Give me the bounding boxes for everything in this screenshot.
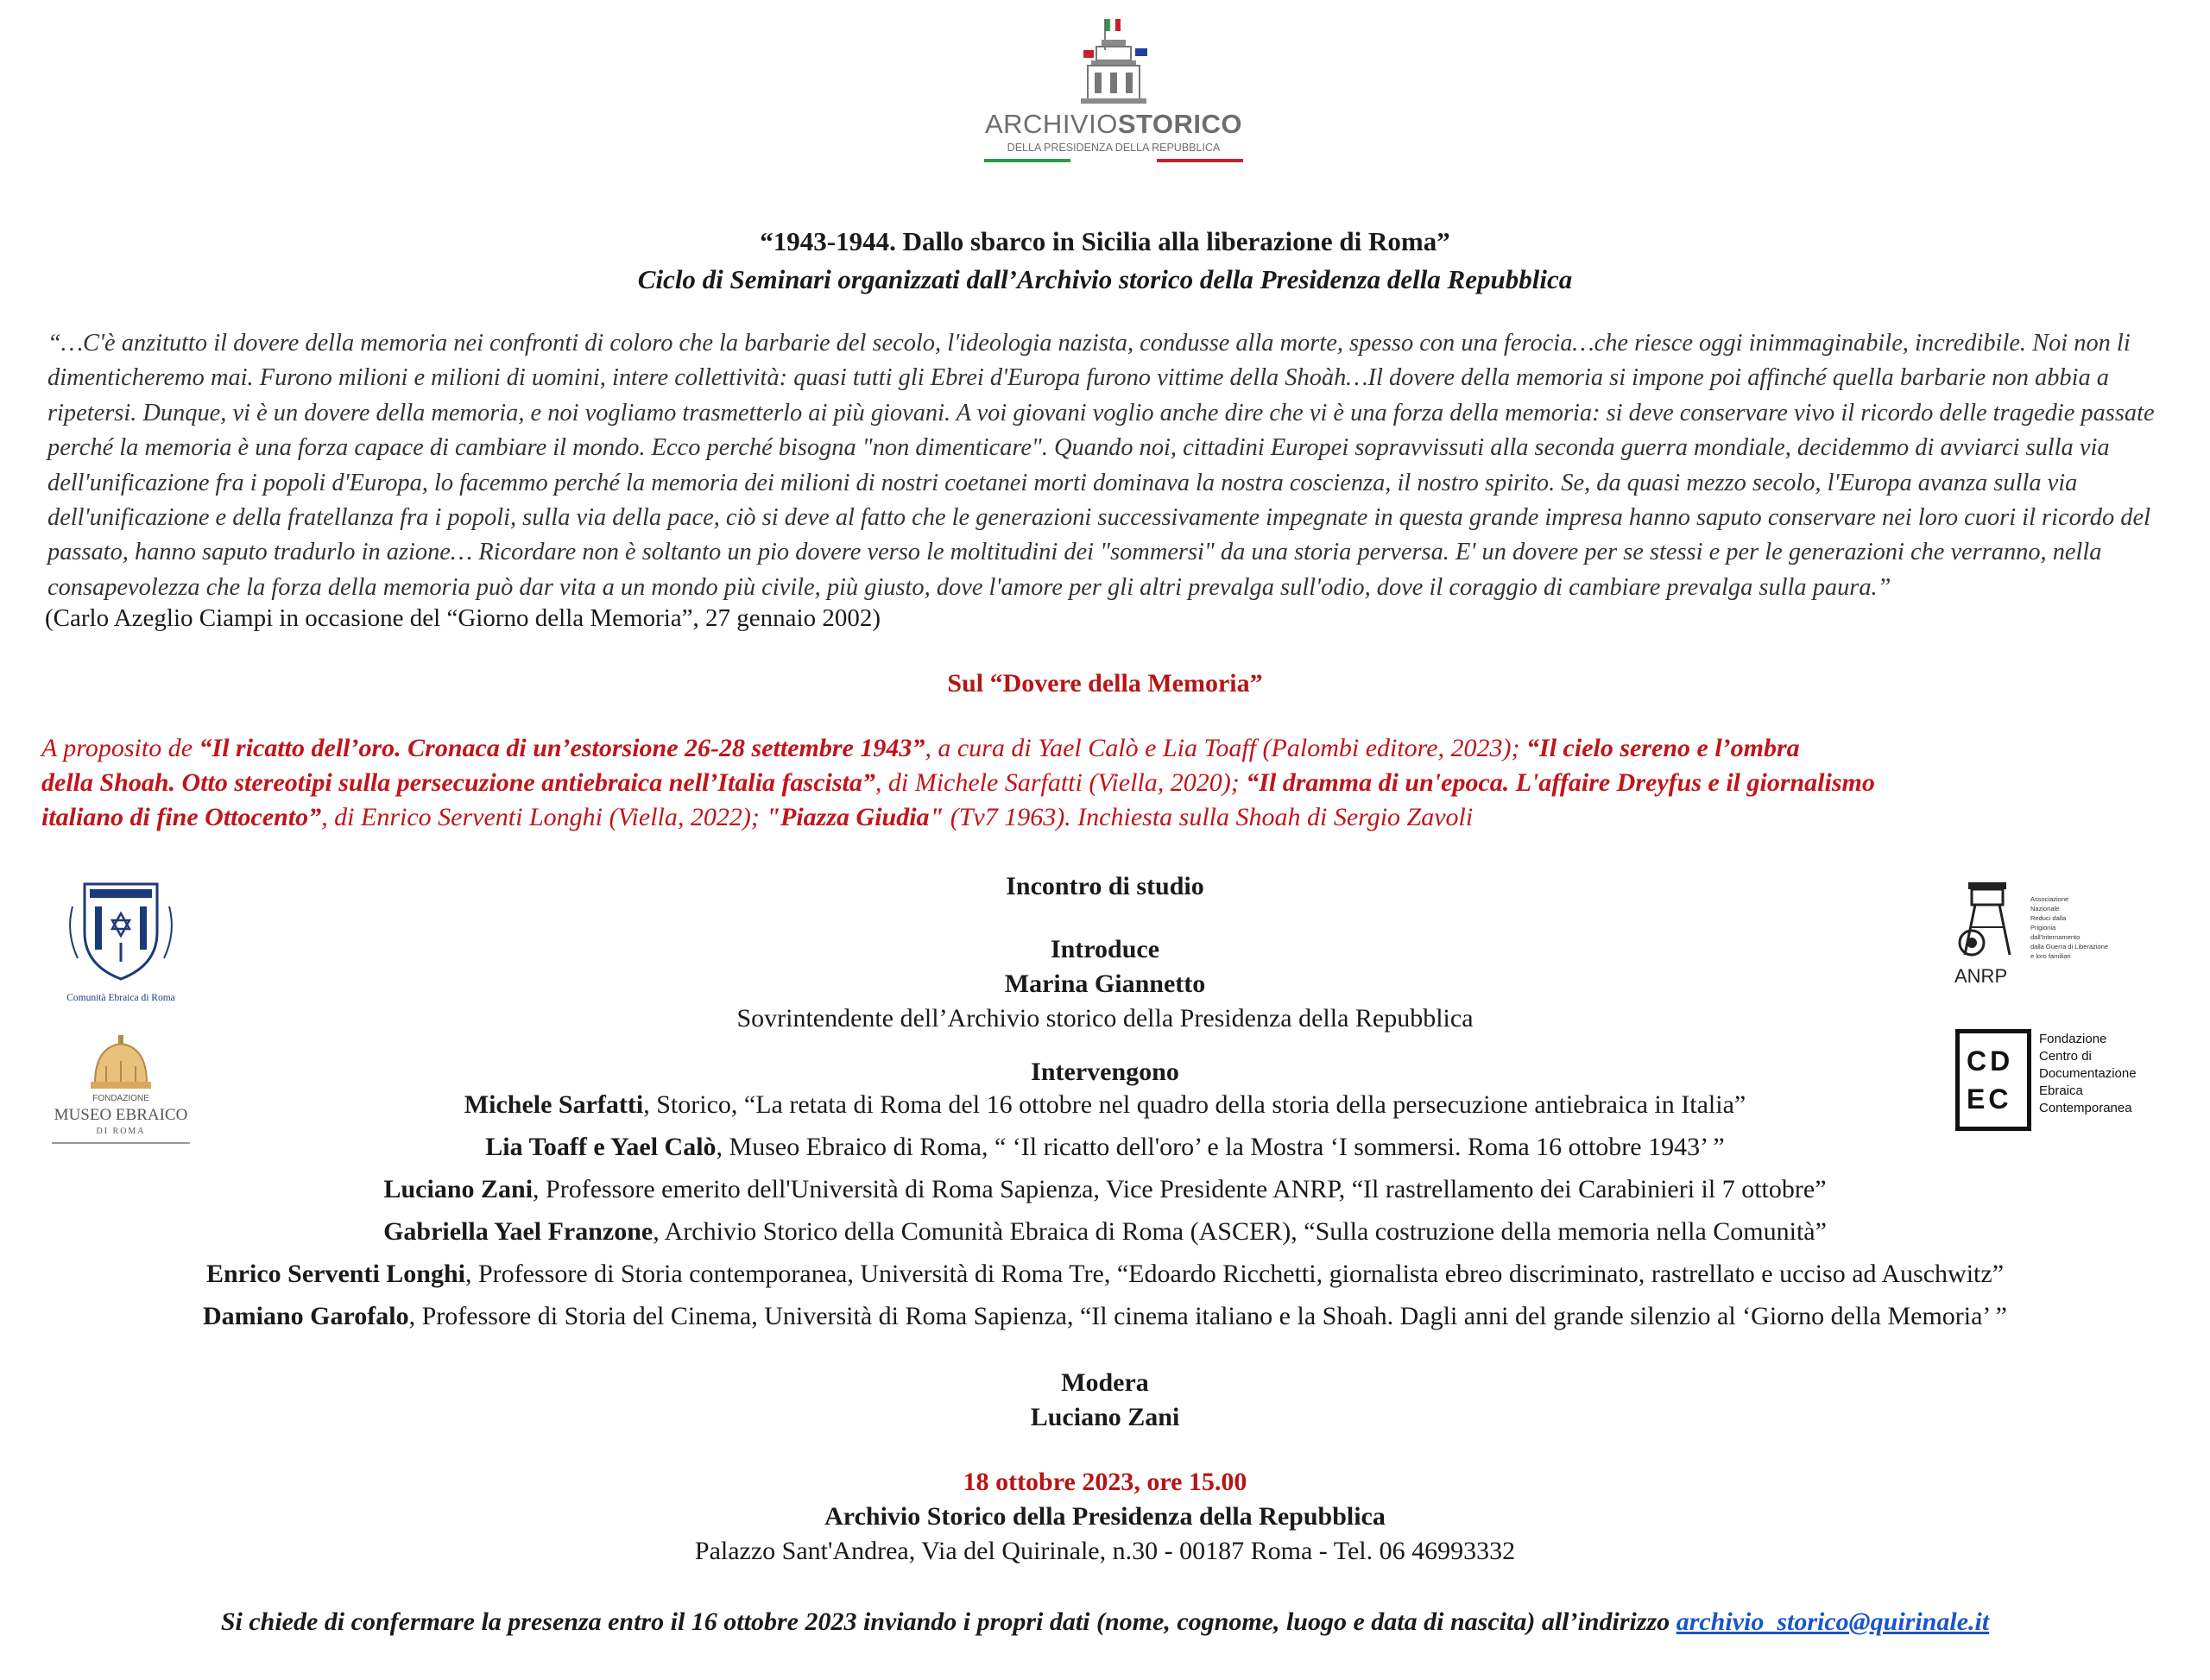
cdec-letters-top: CD	[1967, 1045, 2014, 1077]
event-datetime: 18 ottobre 2023, ore 15.00	[963, 1468, 1247, 1496]
page-subtitle: Ciclo di Seminari organizzati dall’Archivio storico della Presidenza della Repubblica	[637, 264, 1573, 294]
ciampi-quote	[47, 326, 2184, 605]
museo-caption-3: DI ROMA	[96, 1127, 146, 1136]
quote-line: dimenticheremo mai. Furono milioni e milioni di uomini, intere collettività: quasi tutti gli Ebrei d'Europa furono vittime della Shoàh…Il dovere della memoria si impone poi affinché quella barbarie non abbia a	[47, 364, 2109, 392]
event-venue: Archivio Storico della Presidenza della Repubblica	[824, 1502, 1386, 1531]
intervengono-label: Intervengono	[1031, 1058, 1179, 1086]
dome-icon	[47, 1032, 194, 1092]
books-line: italiano di fine Ottocento”, di Enrico Serventi Longhi (Viella, 2022); "Piazza Giudia" (Tv7 1963). Inchiesta sulla Shoah di Sergio Zavoli	[41, 803, 1474, 831]
speaker-line: Michele Sarfatti, Storico, “La retata di Roma del 16 ottobre nel quadro della storia della persecuzione antiebraica in Italia”	[464, 1090, 1746, 1119]
quote-line: dell'unificazione e della fratellanza fra i popoli, sulla via della pace, ciò si deve al fatto che le generazioni successivamente impegnate in questa grande impresa hanno saputo conservare nei loro cuori il ricordo del	[47, 504, 2150, 532]
cdec-logo	[1955, 1029, 2145, 1141]
quote-line: perché la memoria è una forza capace di cambiare il mondo. Ecco perché bisogna "non dimenticare". Quando noi, cittadini Europei sopravvissuti alla seconda guerra mondiale, decidemmo di avviarci sulla via	[47, 434, 2110, 462]
museo-caption-1: FONDAZIONE	[92, 1094, 149, 1103]
memoria-heading: Sul “Dovere della Memoria”	[947, 669, 1263, 698]
anrp-text: ANRP	[1954, 965, 2008, 987]
incontro-heading: Incontro di studio	[1006, 872, 1204, 900]
museo-caption-2: MUSEO EBRAICO	[54, 1106, 188, 1124]
cdec-description: Fondazione Centro di Documentazione Ebraica Contemporanea	[2039, 1032, 2137, 1115]
watchtower-icon	[1951, 879, 2020, 965]
rsvp-note	[0, 1607, 2210, 1637]
introducer-role: Sovrintendente dell’Archivio storico della Presidenza della Repubblica	[736, 1004, 1474, 1033]
quote-attribution: (Carlo Azeglio Ciampi in occasione del “Giorno della Memoria”, 27 gennaio 2002)	[45, 604, 881, 632]
speaker-line: Damiano Garofalo, Professore di Storia del Cinema, Università di Roma Sapienza, “Il cinema italiano e la Shoah. Dagli anni del grande silenzio al ‘Giorno della Memoria’ ”	[203, 1302, 2007, 1330]
rsvp-text: Si chiede di confermare la presenza entro il 16 ottobre 2023 inviando i propri dati (nome, cognome, luogo e data di nascita) all’indirizzo	[220, 1607, 1676, 1636]
cdec-box	[1955, 1029, 2031, 1131]
museo-rule	[52, 1142, 190, 1144]
comunita-caption: Comunità Ebraica di Roma	[66, 993, 175, 1003]
comunita-ebraica-logo	[60, 872, 181, 1010]
quote-line: passato, hanno saputo tradurlo in azione… Ricordare non è soltanto un pio dovere verso le moltitudini dei "sommersi" da una storia perversa. E' un dovere per se stessi e per le generazioni che verranno, nella	[47, 539, 2102, 566]
logo-green-bar	[984, 159, 1070, 162]
anrp-description: Associazione Nazionale Reduci dalla Prigionia dall'Internamento dalla Guerra di Liberazione e loro familiari	[2030, 895, 2109, 960]
speaker-line: Enrico Serventi Longhi, Professore di Storia contemporanea, Università di Roma Tre, “Edoardo Ricchetti, giornalista ebreo discriminato, rastrellato e ucciso ad Auschwitz”	[205, 1260, 2005, 1288]
introducer-name: Marina Giannetto	[1004, 969, 1206, 998]
logo-wordmark: ARCHIVIOSTORICO	[984, 109, 1243, 139]
page-title: “1943-1944. Dallo sbarco in Sicilia alla liberazione di Roma”	[760, 226, 1450, 256]
museo-ebraico-logo	[47, 1032, 194, 1153]
quote-line: “…C'è anzitutto il dovere della memoria nei confronti di coloro che la barbarie del secolo, l'ideologia nazista, condusse alla morte, spesso con una ferocia…che riesce oggi inimmaginabile, incredibile. Noi non li	[47, 330, 2131, 357]
quirinale-tower-icon	[984, 16, 1243, 111]
books-line: della Shoah. Otto stereotipi sulla persecuzione antiebraica nell’Italia fascista”, di Michele Sarfatti (Viella, 2020); “Il dramma di un'epoca. L'affaire Dreyfus e il giornalismo	[41, 768, 1875, 797]
cdec-letters-bottom: EC	[1967, 1083, 2012, 1115]
quote-line: dell'unificazione fra i popoli d'Europa, lo facemmo perché la memoria dei milioni di nostri coetanei morti dominava la nostra coscienza, il nostro spirito. Se, da quasi mezzo secolo, l'Europa avanza sulla via	[47, 469, 2078, 496]
logo-red-bar	[1157, 159, 1243, 162]
modera-label: Modera	[1061, 1368, 1149, 1397]
event-address: Palazzo Sant'Andrea, Via del Quirinale, n.30 - 00187 Roma - Tel. 06 46993332	[694, 1537, 1516, 1565]
menorah-shield-icon	[60, 872, 181, 984]
anrp-logo	[1951, 879, 2115, 991]
quote-line: ripetersi. Dunque, vi è un dovere della memoria, e noi vogliamo trasmetterlo ai più giovani. A voi giovani voglio anche dire che vi è una forza della memoria: si deve conservare vivo il ricordo delle tragedie passate	[47, 399, 2155, 426]
archivio-storico-logo	[984, 16, 1243, 162]
speaker-line: Gabriella Yael Franzone, Archivio Storico della Comunità Ebraica di Roma (ASCER), “Sulla costruzione della memoria nella Comunità”	[383, 1217, 1827, 1246]
speaker-line: Lia Toaff e Yael Calò, Museo Ebraico di Roma, “ ‘Il ricatto dell'oro’ e la Mostra ‘I sommersi. Roma 16 ottobre 1943’ ”	[485, 1133, 1725, 1161]
books-references	[41, 731, 2191, 835]
speaker-line: Luciano Zani, Professore emerito dell'Università di Roma Sapienza, Vice Presidente ANRP, “Il rastrellamento dei Carabinieri il 7 ottobre”	[383, 1175, 1827, 1203]
email-link[interactable]: archivio_storico@quirinale.it	[1676, 1607, 1990, 1636]
moderator-name: Luciano Zani	[1030, 1403, 1180, 1431]
logo-subtext: DELLA PRESIDENZA DELLA REPUBBLICA	[1007, 142, 1221, 154]
quote-line: consapevolezza che la forza della memoria può dar vita a un mondo più civile, più giusto, dove l'amore per gli altri prevalga sull'odio, dove il coraggio di cambiare prevalga sulla paura.”	[47, 573, 1891, 601]
introduce-label: Introduce	[1050, 935, 1160, 963]
books-line: A proposito de “Il ricatto dell’oro. Cronaca di un’estorsione 26-28 settembre 1943”, a cura di Yael Calò e Lia Toaff (Palombi editore, 2023); “Il cielo sereno e l’ombra	[41, 734, 1800, 762]
